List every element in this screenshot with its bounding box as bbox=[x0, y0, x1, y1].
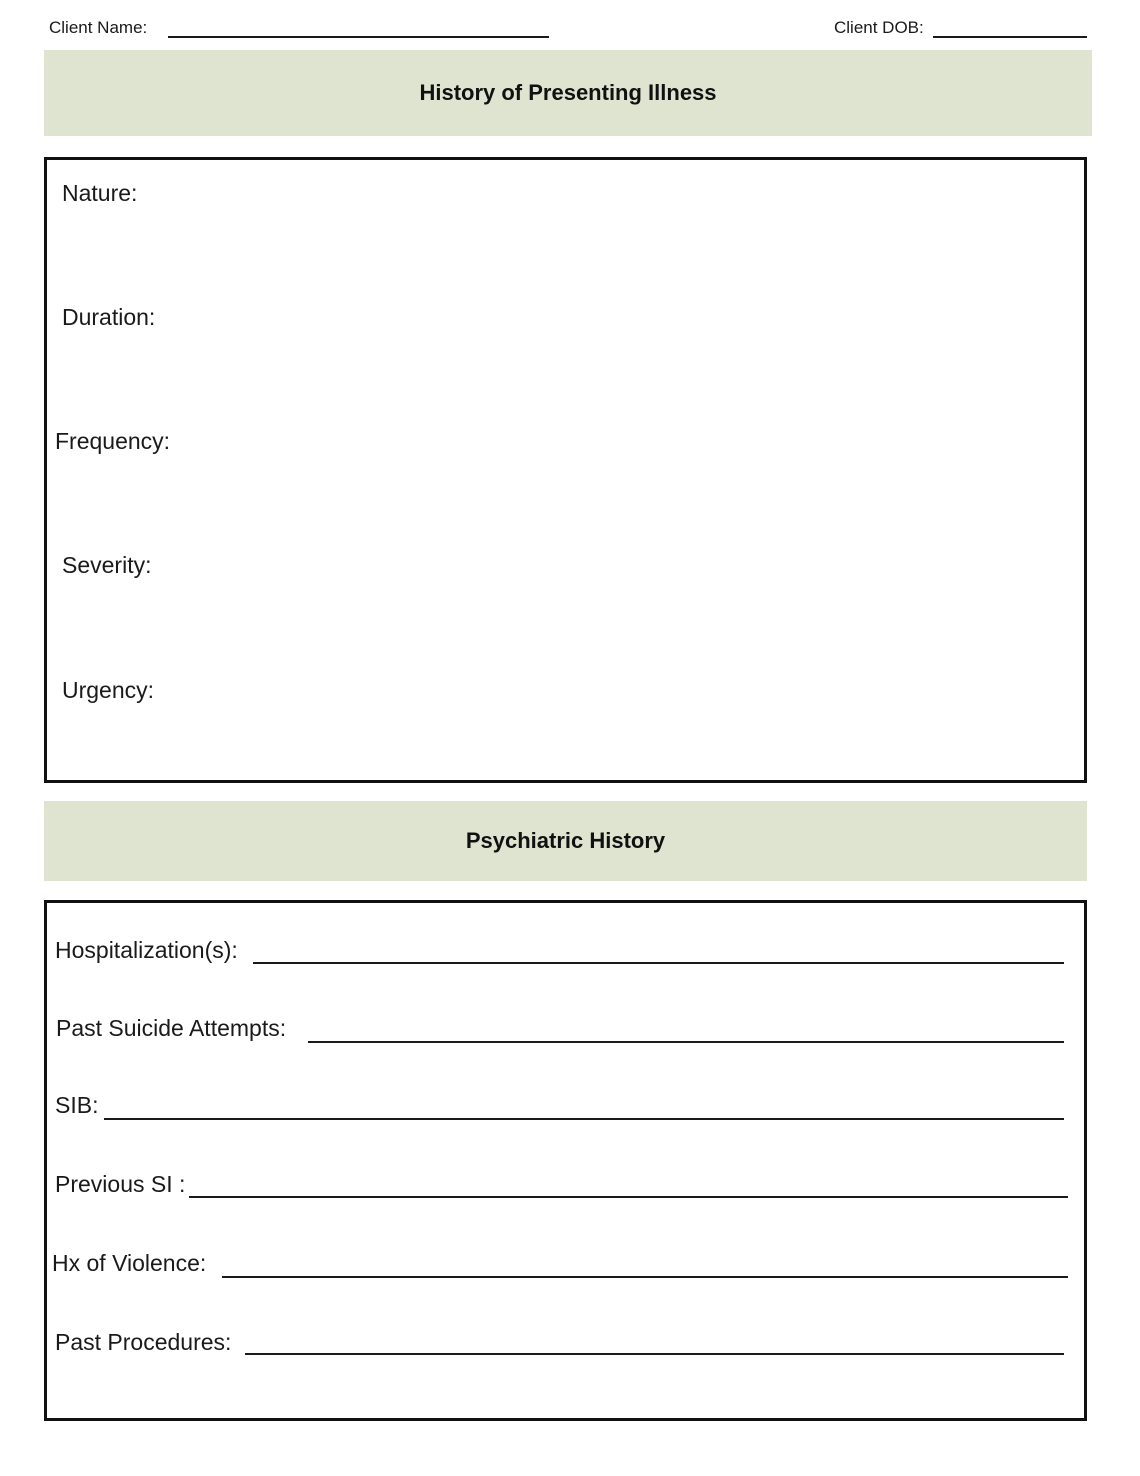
frequency-label: Frequency: bbox=[55, 428, 171, 454]
hx-of-violence-line[interactable] bbox=[222, 1276, 1068, 1278]
past-suicide-attempts-line[interactable] bbox=[308, 1041, 1064, 1043]
client-dob-label: Client DOB: bbox=[834, 18, 924, 37]
previous-si-label: Previous SI : bbox=[55, 1171, 186, 1197]
presenting-illness-box bbox=[44, 157, 1087, 783]
client-dob-line[interactable] bbox=[933, 36, 1087, 38]
hospitalizations-label: Hospitalization(s): bbox=[55, 937, 238, 963]
past-procedures-line[interactable] bbox=[245, 1353, 1064, 1355]
hospitalizations-line[interactable] bbox=[253, 962, 1064, 964]
hx-of-violence-label: Hx of Violence: bbox=[52, 1250, 207, 1276]
psychiatric-history-title: Psychiatric History bbox=[465, 828, 666, 853]
client-name-label: Client Name: bbox=[49, 18, 148, 37]
past-suicide-attempts-label: Past Suicide Attempts: bbox=[56, 1015, 287, 1041]
nature-label: Nature: bbox=[62, 180, 138, 206]
client-name-line[interactable] bbox=[168, 36, 549, 38]
past-procedures-label: Past Procedures: bbox=[55, 1329, 232, 1355]
sib-label: SIB: bbox=[55, 1092, 99, 1118]
psychiatric-history-header bbox=[44, 801, 1087, 881]
previous-si-line[interactable] bbox=[189, 1196, 1068, 1198]
presenting-illness-header bbox=[44, 50, 1092, 136]
duration-label: Duration: bbox=[62, 304, 156, 330]
sib-line[interactable] bbox=[104, 1118, 1064, 1120]
presenting-illness-title: History of Presenting Illness bbox=[419, 80, 717, 105]
severity-label: Severity: bbox=[62, 552, 152, 578]
urgency-label: Urgency: bbox=[62, 677, 155, 703]
